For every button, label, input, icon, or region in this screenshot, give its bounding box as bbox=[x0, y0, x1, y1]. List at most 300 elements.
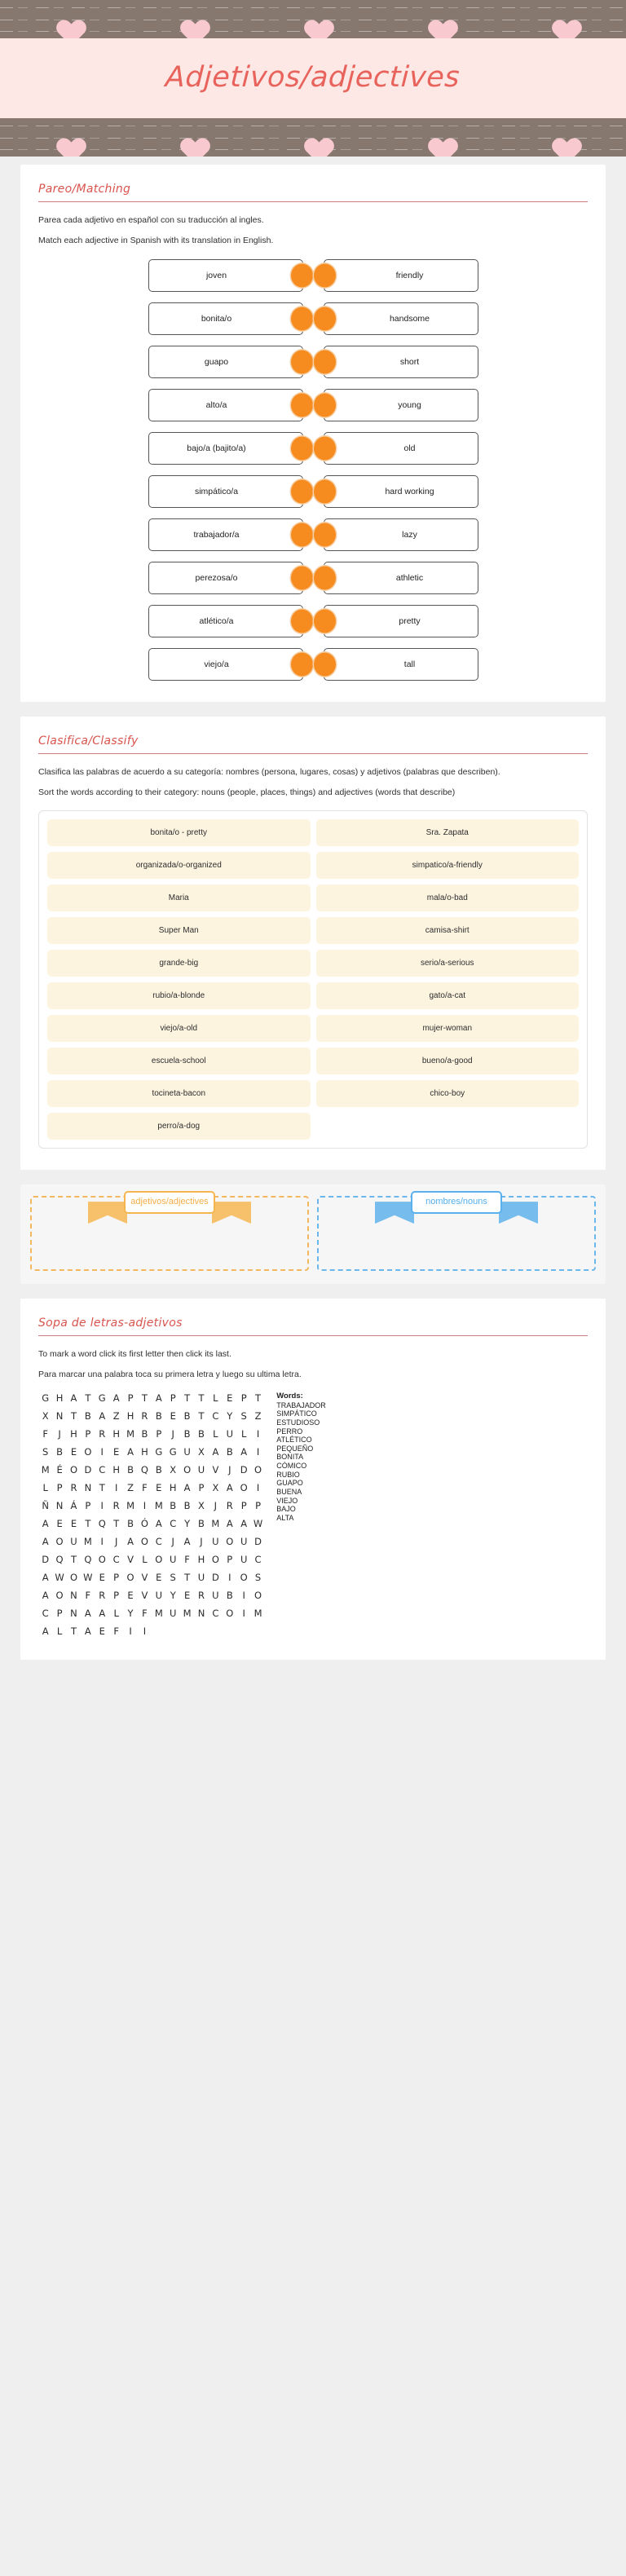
wordsearch-letter[interactable]: B bbox=[56, 1445, 64, 1458]
match-connector-dot[interactable] bbox=[291, 393, 313, 417]
wordsearch-letter[interactable]: T bbox=[113, 1517, 120, 1529]
wordsearch-letter[interactable]: A bbox=[183, 1535, 191, 1547]
wordsearch-letter[interactable]: U bbox=[155, 1589, 163, 1601]
wordsearch-letter[interactable]: U bbox=[70, 1535, 77, 1547]
classify-word-chip[interactable]: chico-boy bbox=[316, 1080, 580, 1107]
wordsearch-section-title: Sopa de letras-adjetivos bbox=[38, 1317, 183, 1330]
wordsearch-letter[interactable]: O bbox=[55, 1589, 64, 1601]
wordsearch-letter[interactable]: B bbox=[226, 1445, 233, 1458]
wordsearch-letter[interactable]: Ñ bbox=[42, 1499, 49, 1511]
wordsearch-letter[interactable]: A bbox=[42, 1571, 49, 1583]
wordsearch-word: BAJO bbox=[276, 1505, 296, 1514]
wordsearch-letter[interactable]: O bbox=[226, 1535, 234, 1547]
ribbon-left-icon bbox=[88, 1202, 127, 1224]
wordsearch-letter[interactable]: S bbox=[254, 1571, 262, 1583]
match-connector-dot[interactable] bbox=[291, 307, 313, 330]
wordsearch-letter[interactable]: L bbox=[240, 1427, 247, 1440]
wordsearch-letter[interactable]: D bbox=[84, 1463, 92, 1475]
wordsearch-letter[interactable]: J bbox=[228, 1463, 231, 1475]
wordsearch-letter[interactable]: A bbox=[127, 1535, 134, 1547]
wordsearch-letter[interactable]: Q bbox=[140, 1463, 148, 1475]
wordsearch-letter[interactable]: Y bbox=[227, 1409, 233, 1422]
wordsearch-letter[interactable]: S bbox=[170, 1571, 176, 1583]
classify-word-chip[interactable]: grande-big bbox=[47, 950, 311, 977]
wordsearch-letter[interactable]: A bbox=[70, 1392, 77, 1404]
wordsearch-letter[interactable]: O bbox=[69, 1463, 77, 1475]
wordsearch-letter[interactable]: M bbox=[83, 1535, 92, 1547]
wordsearch-letter[interactable]: P bbox=[113, 1571, 120, 1583]
wordsearch-letter[interactable]: X bbox=[198, 1499, 205, 1511]
classify-word-chip[interactable]: escuela-school bbox=[47, 1048, 311, 1074]
wordsearch-letter[interactable]: F bbox=[184, 1553, 190, 1565]
wordsearch-letter[interactable]: E bbox=[127, 1589, 134, 1601]
wordsearch-letter[interactable]: H bbox=[112, 1463, 120, 1475]
match-connector-dot[interactable] bbox=[291, 523, 313, 546]
wordsearch-letter[interactable]: E bbox=[99, 1571, 105, 1583]
wordsearch-letter[interactable]: A bbox=[183, 1481, 191, 1493]
wordsearch-letter[interactable]: U bbox=[212, 1535, 219, 1547]
wordsearch-letter[interactable]: O bbox=[211, 1553, 219, 1565]
wordsearch-letter[interactable]: I bbox=[100, 1499, 104, 1511]
wordsearch-letter[interactable]: X bbox=[212, 1481, 219, 1493]
wordsearch-letter[interactable]: U bbox=[212, 1589, 219, 1601]
wordsearch-letter[interactable]: A bbox=[42, 1535, 49, 1547]
wordsearch-letter[interactable]: N bbox=[70, 1607, 77, 1619]
match-card-right[interactable] bbox=[324, 432, 478, 465]
wordsearch-letter[interactable]: P bbox=[255, 1499, 262, 1511]
wordsearch-letter[interactable]: Q bbox=[55, 1553, 64, 1565]
wordsearch-letter[interactable]: C bbox=[155, 1535, 162, 1547]
classify-section-title: Clasifica/Classify bbox=[38, 734, 139, 748]
wordsearch-letter[interactable]: W bbox=[83, 1571, 93, 1583]
wordsearch-letter[interactable]: M bbox=[211, 1517, 220, 1529]
wordsearch-letter[interactable]: M bbox=[126, 1499, 134, 1511]
wordsearch-letter[interactable]: B bbox=[141, 1427, 148, 1440]
match-connector-dot[interactable] bbox=[314, 350, 336, 373]
wordsearch-letter[interactable]: Á bbox=[70, 1499, 77, 1511]
wordsearch-letter[interactable]: F bbox=[113, 1625, 119, 1637]
wordsearch-letter[interactable]: P bbox=[156, 1427, 162, 1440]
wordsearch-letter[interactable]: I bbox=[100, 1535, 104, 1547]
wordsearch-letter[interactable]: H bbox=[141, 1445, 148, 1458]
wordsearch-letter[interactable]: S bbox=[240, 1409, 247, 1422]
wordsearch-letter[interactable]: U bbox=[183, 1445, 191, 1458]
wordsearch-letter[interactable]: D bbox=[254, 1535, 262, 1547]
wordsearch-letter[interactable]: N bbox=[197, 1607, 205, 1619]
wordsearch-letter[interactable]: A bbox=[84, 1625, 91, 1637]
wordsearch-letter[interactable]: B bbox=[170, 1499, 177, 1511]
band-hearts bbox=[0, 0, 626, 38]
wordsearch-letter[interactable]: U bbox=[197, 1571, 205, 1583]
wordsearch-letter[interactable]: U bbox=[197, 1463, 205, 1475]
wordsearch-letter[interactable]: L bbox=[113, 1607, 119, 1619]
match-card-right[interactable] bbox=[324, 389, 478, 421]
wordsearch-letter[interactable]: F bbox=[142, 1607, 148, 1619]
wordsearch-letter[interactable]: P bbox=[240, 1499, 247, 1511]
match-connector-dot[interactable] bbox=[291, 479, 313, 503]
classify-word-chip[interactable]: organizada/o-organized bbox=[47, 852, 311, 879]
wordsearch-letter[interactable]: H bbox=[70, 1427, 77, 1440]
wordsearch-letter[interactable]: J bbox=[214, 1499, 218, 1511]
heart-icon bbox=[547, 126, 575, 149]
match-card-left[interactable] bbox=[148, 518, 303, 551]
wordsearch-grid[interactable] bbox=[38, 1392, 265, 1639]
wordsearch-letter[interactable]: I bbox=[256, 1445, 260, 1458]
match-connector-dot[interactable] bbox=[314, 566, 336, 589]
classify-word-chip[interactable]: viejo/a-old bbox=[47, 1015, 311, 1042]
wordsearch-letter[interactable]: M bbox=[154, 1607, 163, 1619]
wordsearch-letter[interactable]: A bbox=[42, 1589, 49, 1601]
wordsearch-letter[interactable]: B bbox=[127, 1517, 134, 1529]
classify-word-chip[interactable]: rubio/a-blonde bbox=[47, 982, 311, 1009]
wordsearch-letter[interactable]: B bbox=[198, 1517, 205, 1529]
wordsearch-letter[interactable]: B bbox=[183, 1427, 191, 1440]
wordsearch-letter[interactable]: O bbox=[240, 1571, 248, 1583]
wordsearch-letter[interactable]: B bbox=[183, 1409, 191, 1422]
wordsearch-letter[interactable]: P bbox=[127, 1392, 134, 1404]
wordsearch-letter[interactable]: A bbox=[99, 1409, 106, 1422]
classify-word-chip[interactable]: gato/a-cat bbox=[316, 982, 580, 1009]
wordsearch-letter[interactable]: A bbox=[42, 1625, 49, 1637]
match-card-left[interactable] bbox=[148, 605, 303, 637]
wordsearch-letter[interactable]: P bbox=[198, 1481, 205, 1493]
wordsearch-letter[interactable]: F bbox=[142, 1481, 148, 1493]
match-card-right[interactable] bbox=[324, 346, 478, 378]
wordsearch-letter[interactable]: I bbox=[228, 1571, 231, 1583]
wordsearch-letter[interactable]: W bbox=[253, 1517, 263, 1529]
wordsearch-letter[interactable]: B bbox=[127, 1463, 134, 1475]
wordsearch-letter[interactable]: I bbox=[129, 1625, 132, 1637]
classify-word-chip[interactable]: simpatico/a-friendly bbox=[316, 852, 580, 879]
match-card-right[interactable] bbox=[324, 648, 478, 681]
match-card-left[interactable] bbox=[148, 432, 303, 465]
match-card-left[interactable] bbox=[148, 475, 303, 508]
wordsearch-letter[interactable]: I bbox=[143, 1625, 147, 1637]
classify-word-chip[interactable]: tocineta-bacon bbox=[47, 1080, 311, 1107]
wordsearch-letter[interactable]: E bbox=[156, 1481, 162, 1493]
wordsearch-letter[interactable]: T bbox=[198, 1409, 205, 1422]
wordsearch-letter[interactable]: O bbox=[155, 1553, 163, 1565]
wordsearch-letter[interactable]: E bbox=[183, 1589, 191, 1601]
wordsearch-letter[interactable]: O bbox=[240, 1481, 248, 1493]
wordsearch-letter[interactable]: R bbox=[99, 1589, 106, 1601]
wordsearch-letter[interactable]: T bbox=[184, 1571, 191, 1583]
wordsearch-letter[interactable]: R bbox=[99, 1427, 106, 1440]
wordsearch-letter[interactable]: M bbox=[41, 1463, 50, 1475]
wordsearch-letter[interactable]: E bbox=[70, 1517, 77, 1529]
wordsearch-word: TRABAJADOR bbox=[276, 1400, 326, 1409]
match-card-left[interactable] bbox=[148, 302, 303, 335]
match-connector-dot[interactable] bbox=[314, 263, 336, 287]
wordsearch-letter[interactable]: U bbox=[240, 1535, 248, 1547]
wordsearch-letter[interactable]: R bbox=[112, 1499, 120, 1511]
wordsearch-letter[interactable]: I bbox=[114, 1481, 118, 1493]
wordsearch-letter[interactable]: P bbox=[240, 1392, 247, 1404]
wordsearch-letter[interactable]: V bbox=[141, 1571, 148, 1583]
wordsearch-letter[interactable]: T bbox=[85, 1392, 91, 1404]
classify-word-chip[interactable]: serio/a-serious bbox=[316, 950, 580, 977]
wordsearch-letter[interactable]: U bbox=[240, 1553, 248, 1565]
wordsearch-letter[interactable]: Z bbox=[112, 1409, 120, 1422]
match-card-right[interactable] bbox=[324, 302, 478, 335]
wordsearch-letter[interactable]: O bbox=[126, 1571, 134, 1583]
classify-word-chip[interactable]: Super Man bbox=[47, 917, 311, 944]
wordsearch-letter[interactable]: O bbox=[84, 1445, 92, 1458]
wordsearch-letter[interactable]: I bbox=[242, 1589, 245, 1601]
wordsearch-letter[interactable]: C bbox=[99, 1463, 106, 1475]
worksheet-body bbox=[0, 157, 626, 1692]
matching-right-column bbox=[324, 259, 478, 681]
match-card-left[interactable] bbox=[148, 562, 303, 594]
wordsearch-letter[interactable]: C bbox=[212, 1607, 219, 1619]
wordsearch-letter[interactable]: V bbox=[141, 1589, 148, 1601]
wordsearch-letter[interactable]: B bbox=[183, 1499, 191, 1511]
wordsearch-letter[interactable]: O bbox=[254, 1463, 262, 1475]
wordsearch-letter[interactable]: T bbox=[85, 1517, 91, 1529]
wordsearch-letter[interactable]: Q bbox=[98, 1517, 106, 1529]
wordsearch-letter[interactable]: M bbox=[154, 1499, 163, 1511]
wordsearch-letter[interactable]: C bbox=[254, 1553, 262, 1565]
wordsearch-letter[interactable]: O bbox=[183, 1463, 192, 1475]
match-card-right[interactable] bbox=[324, 259, 478, 292]
wordsearch-letter[interactable]: A bbox=[226, 1481, 233, 1493]
wordsearch-letter[interactable]: Z bbox=[254, 1409, 262, 1422]
wordsearch-letter[interactable]: L bbox=[56, 1625, 63, 1637]
match-card-right[interactable] bbox=[324, 475, 478, 508]
wordsearch-letter[interactable]: B bbox=[226, 1589, 233, 1601]
classify-word-chip[interactable]: Maria bbox=[47, 884, 311, 911]
wordsearch-letter[interactable]: I bbox=[100, 1445, 104, 1458]
band-hearts bbox=[0, 118, 626, 157]
wordsearch-letter[interactable]: P bbox=[85, 1499, 91, 1511]
wordsearch-word: VIEJO bbox=[276, 1496, 298, 1505]
match-card-label: hard working bbox=[385, 486, 434, 496]
wordsearch-letter[interactable]: F bbox=[85, 1589, 91, 1601]
wordsearch-letter[interactable]: E bbox=[70, 1445, 77, 1458]
wordsearch-letter[interactable]: O bbox=[98, 1553, 106, 1565]
wordsearch-letter[interactable]: A bbox=[155, 1517, 162, 1529]
wordsearch-letter[interactable]: L bbox=[213, 1427, 218, 1440]
wordsearch-letter[interactable]: I bbox=[242, 1607, 245, 1619]
match-connector-dot[interactable] bbox=[314, 652, 336, 676]
wordsearch-letter[interactable]: E bbox=[227, 1392, 233, 1404]
wordsearch-letter[interactable]: Y bbox=[184, 1517, 191, 1529]
wordsearch-letter[interactable]: Y bbox=[127, 1607, 134, 1619]
wordsearch-letter[interactable]: C bbox=[42, 1607, 49, 1619]
wordsearch-letter[interactable]: H bbox=[197, 1553, 205, 1565]
classify-word-chip[interactable]: mala/o-bad bbox=[316, 884, 580, 911]
wordsearch-letter[interactable]: I bbox=[143, 1499, 147, 1511]
wordsearch-letter[interactable]: N bbox=[70, 1589, 77, 1601]
wordsearch-letter[interactable]: V bbox=[212, 1463, 219, 1475]
match-card-right[interactable] bbox=[324, 518, 478, 551]
section-divider bbox=[38, 753, 588, 754]
wordsearch-letter[interactable]: J bbox=[200, 1535, 203, 1547]
wordsearch-letter[interactable]: A bbox=[212, 1445, 219, 1458]
match-card-label: friendly bbox=[395, 270, 424, 280]
wordsearch-letter[interactable]: P bbox=[227, 1553, 233, 1565]
wordsearch-letter[interactable]: T bbox=[70, 1409, 77, 1422]
wordsearch-letter[interactable]: O bbox=[140, 1535, 148, 1547]
wordsearch-letter[interactable]: J bbox=[171, 1427, 174, 1440]
wordsearch-letter[interactable]: H bbox=[112, 1427, 120, 1440]
match-card-right[interactable] bbox=[324, 562, 478, 594]
wordsearch-letter[interactable]: T bbox=[255, 1392, 262, 1404]
classify-word-chip[interactable]: camisa-shirt bbox=[316, 917, 580, 944]
match-card-label: handsome bbox=[389, 313, 430, 324]
match-card-left[interactable] bbox=[148, 259, 303, 292]
wordsearch-letter[interactable]: M bbox=[253, 1607, 262, 1619]
wordsearch-letter[interactable]: U bbox=[170, 1553, 177, 1565]
wordsearch-letter[interactable]: L bbox=[42, 1481, 48, 1493]
dropzone-adjectives[interactable] bbox=[30, 1196, 309, 1271]
wordsearch-letter[interactable]: B bbox=[155, 1409, 162, 1422]
match-connector-dot[interactable] bbox=[291, 263, 313, 287]
wordsearch-letter[interactable]: T bbox=[184, 1392, 191, 1404]
wordsearch-letter[interactable]: H bbox=[55, 1392, 64, 1404]
wordsearch-letter[interactable]: D bbox=[211, 1571, 219, 1583]
wordsearch-letter[interactable]: X bbox=[198, 1445, 205, 1458]
wordsearch-letter[interactable]: U bbox=[226, 1427, 233, 1440]
wordsearch-letter[interactable]: A bbox=[84, 1607, 91, 1619]
match-connector-dot[interactable] bbox=[291, 436, 313, 460]
match-connector-dot[interactable] bbox=[314, 479, 336, 503]
wordsearch-letter[interactable]: G bbox=[42, 1392, 50, 1404]
wordsearch-letter[interactable]: E bbox=[156, 1571, 162, 1583]
match-connector-dot[interactable] bbox=[291, 350, 313, 373]
wordsearch-letter[interactable]: D bbox=[42, 1553, 50, 1565]
match-connector-dot[interactable] bbox=[291, 609, 313, 633]
wordsearch-letter[interactable]: P bbox=[85, 1427, 91, 1440]
wordsearch-letter[interactable]: A bbox=[155, 1392, 162, 1404]
wordsearch-letter[interactable]: A bbox=[226, 1517, 233, 1529]
classify-word-chip[interactable]: perro/a-dog bbox=[47, 1113, 311, 1140]
ribbon-right-icon bbox=[212, 1202, 251, 1224]
wordsearch-letter[interactable]: O bbox=[226, 1607, 234, 1619]
heart-icon bbox=[299, 8, 327, 31]
wordsearch-letter[interactable]: O bbox=[69, 1571, 77, 1583]
wordsearch-letter[interactable]: O bbox=[55, 1535, 64, 1547]
wordsearch-letter[interactable]: X bbox=[170, 1463, 177, 1475]
wordsearch-letter[interactable]: H bbox=[126, 1409, 134, 1422]
wordsearch-letter[interactable]: T bbox=[70, 1625, 77, 1637]
wordsearch-letter[interactable]: R bbox=[197, 1589, 205, 1601]
wordsearch-letter[interactable]: P bbox=[170, 1392, 176, 1404]
wordsearch-letter[interactable]: C bbox=[170, 1517, 177, 1529]
wordsearch-letter[interactable]: M bbox=[183, 1607, 192, 1619]
wordsearch-letter[interactable]: G bbox=[98, 1392, 106, 1404]
wordsearch-letter[interactable]: E bbox=[170, 1409, 176, 1422]
wordsearch-letter[interactable]: F bbox=[42, 1427, 48, 1440]
wordsearch-letter[interactable]: P bbox=[56, 1481, 63, 1493]
wordsearch-letter[interactable]: Q bbox=[84, 1553, 92, 1565]
wordsearch-word: RUBIO bbox=[276, 1470, 300, 1479]
wordsearch-letter[interactable]: N bbox=[84, 1481, 92, 1493]
match-card-left[interactable] bbox=[148, 346, 303, 378]
wordsearch-letter[interactable]: R bbox=[226, 1499, 233, 1511]
wordsearch-letter[interactable]: B bbox=[155, 1463, 162, 1475]
wordsearch-letter[interactable]: W bbox=[55, 1571, 64, 1583]
classify-word-chip[interactable]: bueno/a-good bbox=[316, 1048, 580, 1074]
wordsearch-letter[interactable]: M bbox=[126, 1427, 134, 1440]
wordsearch-letter[interactable]: J bbox=[58, 1427, 61, 1440]
match-connector-dot[interactable] bbox=[291, 652, 313, 676]
wordsearch-letter[interactable]: X bbox=[42, 1409, 49, 1422]
wordsearch-letter[interactable]: T bbox=[99, 1481, 105, 1493]
classify-word-chip[interactable]: Sra. Zapata bbox=[316, 819, 580, 846]
wordsearch-letter[interactable]: E bbox=[113, 1445, 120, 1458]
classify-word-chip[interactable]: mujer-woman bbox=[316, 1015, 580, 1042]
match-card-left[interactable] bbox=[148, 389, 303, 421]
wordsearch-letter[interactable]: O bbox=[254, 1589, 262, 1601]
wordsearch-letter[interactable]: B bbox=[84, 1409, 91, 1422]
wordsearch-letter[interactable]: B bbox=[198, 1427, 205, 1440]
wordsearch-letter[interactable]: R bbox=[141, 1409, 148, 1422]
wordsearch-letter[interactable]: S bbox=[42, 1445, 49, 1458]
wordsearch-letter[interactable]: P bbox=[113, 1589, 120, 1601]
wordsearch-letter[interactable]: H bbox=[169, 1481, 177, 1493]
wordsearch-letter[interactable]: Ó bbox=[140, 1517, 148, 1529]
match-connector-dot[interactable] bbox=[314, 436, 336, 460]
wordsearch-letter[interactable]: C bbox=[212, 1409, 219, 1422]
wordsearch-letter[interactable]: E bbox=[99, 1625, 105, 1637]
wordsearch-letter[interactable]: I bbox=[256, 1427, 260, 1440]
wordsearch-letter[interactable]: D bbox=[240, 1463, 248, 1475]
wordsearch-letter[interactable]: T bbox=[141, 1392, 148, 1404]
wordsearch-letter[interactable]: I bbox=[256, 1481, 260, 1493]
wordsearch-letter[interactable]: E bbox=[56, 1517, 63, 1529]
dropzone-nouns[interactable] bbox=[317, 1196, 596, 1271]
wordsearch-letter[interactable]: N bbox=[55, 1409, 64, 1422]
wordsearch-letter[interactable]: U bbox=[170, 1607, 177, 1619]
wordsearch-letter[interactable]: Y bbox=[170, 1589, 176, 1601]
classify-word-chip[interactable]: bonita/o - pretty bbox=[47, 819, 311, 846]
match-connector-dot[interactable] bbox=[314, 393, 336, 417]
match-connector-dot[interactable] bbox=[314, 307, 336, 330]
match-connector-dot[interactable] bbox=[314, 523, 336, 546]
wordsearch-letter[interactable]: Z bbox=[127, 1481, 134, 1493]
wordsearch-letter[interactable]: L bbox=[142, 1553, 148, 1565]
wordsearch-word: ESTUDIOSO bbox=[276, 1418, 320, 1427]
match-connector-dot[interactable] bbox=[314, 609, 336, 633]
wordsearch-letter[interactable]: N bbox=[55, 1499, 64, 1511]
match-card-label: tall bbox=[403, 659, 416, 669]
wordsearch-letter[interactable]: P bbox=[56, 1607, 63, 1619]
wordsearch-letter[interactable]: V bbox=[127, 1553, 134, 1565]
wordsearch-letter[interactable]: G bbox=[155, 1445, 163, 1458]
wordsearch-letter[interactable]: A bbox=[99, 1607, 106, 1619]
wordsearch-letter[interactable]: T bbox=[198, 1392, 205, 1404]
wordsearch-letter[interactable]: C bbox=[112, 1553, 120, 1565]
match-card-left[interactable] bbox=[148, 648, 303, 681]
match-card-label: pretty bbox=[399, 615, 421, 626]
wordsearch-letter[interactable]: A bbox=[112, 1392, 120, 1404]
match-connector-dot[interactable] bbox=[291, 566, 313, 589]
matching-instruction-en: Match each adjective in Spanish with its translation in English. bbox=[38, 236, 274, 246]
wordsearch-letter[interactable]: A bbox=[127, 1445, 134, 1458]
wordsearch-letter[interactable]: T bbox=[70, 1553, 77, 1565]
wordsearch-letter[interactable]: A bbox=[42, 1517, 49, 1529]
wordsearch-letter[interactable]: G bbox=[169, 1445, 177, 1458]
wordsearch-letter[interactable]: J bbox=[114, 1535, 118, 1547]
wordsearch-letter[interactable]: É bbox=[56, 1463, 63, 1475]
match-card-right[interactable] bbox=[324, 605, 478, 637]
wordsearch-letter[interactable]: L bbox=[213, 1392, 218, 1404]
wordsearch-letter[interactable]: R bbox=[70, 1481, 77, 1493]
wordsearch-letter[interactable]: A bbox=[240, 1445, 248, 1458]
wordsearch-letter[interactable]: A bbox=[240, 1517, 248, 1529]
wordsearch-letter[interactable]: J bbox=[171, 1535, 174, 1547]
